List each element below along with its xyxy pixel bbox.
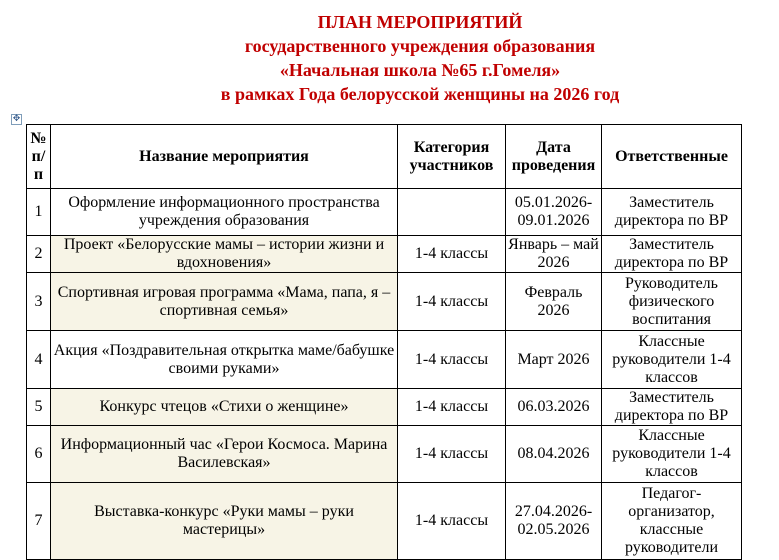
cell-responsible: Классные руководители 1-4 классов	[602, 426, 742, 483]
cell-responsible: Руководитель физического воспитания	[602, 273, 742, 331]
table-row	[27, 236, 742, 273]
cell-category: 1-4 классы	[398, 389, 506, 426]
cell-date: 05.01.2026-09.01.2026	[506, 189, 602, 236]
cell-category	[398, 189, 506, 236]
table-row	[27, 189, 742, 236]
cell-num: 1	[27, 189, 51, 236]
header-num: № п/п	[27, 125, 51, 189]
cell-date: Февраль 2026	[506, 273, 602, 331]
table-row	[27, 426, 742, 483]
cell-date: 27.04.2026-02.05.2026	[506, 483, 602, 560]
cell-category: 1-4 классы	[398, 331, 506, 389]
cell-category: 1-4 классы	[398, 426, 506, 483]
title-line-1: ПЛАН МЕРОПРИЯТИЙ	[317, 12, 523, 32]
cell-num: 7	[27, 483, 51, 560]
cell-num: 3	[27, 273, 51, 331]
cell-date: 06.03.2026	[506, 389, 602, 426]
cell-name: Оформление информационного пространства учреждения образования	[51, 189, 398, 236]
cell-num: 6	[27, 426, 51, 483]
cell-responsible: Заместитель директора по ВР	[602, 236, 742, 273]
header-date: Дата проведения	[506, 125, 602, 189]
table-row	[27, 389, 742, 426]
cell-name: Конкурс чтецов «Стихи о женщине»	[51, 389, 398, 426]
cell-name: Информационный час «Герои Космоса. Марина Василевская»	[51, 426, 398, 483]
table-row	[27, 483, 742, 560]
table-row	[27, 331, 742, 389]
cell-num: 2	[27, 236, 51, 273]
cell-responsible: Заместитель директора по ВР	[602, 189, 742, 236]
cell-date: Январь – май 2026	[506, 236, 602, 273]
header-responsible: Ответственные	[602, 125, 742, 189]
cell-name: Проект «Белорусские мамы – истории жизни и вдохновения»	[51, 236, 398, 273]
cell-name: Спортивная игровая программа «Мама, папа, я – спортивная семья»	[51, 273, 398, 331]
cell-category: 1-4 классы	[398, 483, 506, 560]
cell-name: Выставка-конкурс «Руки мамы – руки мастерицы»	[51, 483, 398, 560]
document-title	[0, 10, 779, 106]
cell-name: Акция «Поздравительная открытка маме/бабушке своими руками»	[51, 331, 398, 389]
cell-category: 1-4 классы	[398, 236, 506, 273]
cell-responsible: Педагог-организатор, классные руководители	[602, 483, 742, 560]
cell-responsible: Классные руководители 1-4 классов	[602, 331, 742, 389]
cell-responsible: Заместитель директора по ВР	[602, 389, 742, 426]
events-plan-table	[26, 124, 742, 560]
cell-date: Март 2026	[506, 331, 602, 389]
title-line-3: «Начальная школа №65 г.Гомеля»	[279, 60, 561, 80]
cell-num: 4	[27, 331, 51, 389]
table-row	[27, 273, 742, 331]
header-category: Категория участников	[398, 125, 506, 189]
title-line-4: в рамках Года белорусской женщины на 2026 год	[220, 84, 620, 104]
cell-category: 1-4 классы	[398, 273, 506, 331]
cell-date: 08.04.2026	[506, 426, 602, 483]
cell-num: 5	[27, 389, 51, 426]
table-header-row	[27, 125, 742, 189]
header-name: Название мероприятия	[51, 125, 398, 189]
table-move-handle-icon[interactable]: ✥	[12, 114, 21, 124]
title-line-2: государственного учреждения образования	[244, 36, 596, 56]
